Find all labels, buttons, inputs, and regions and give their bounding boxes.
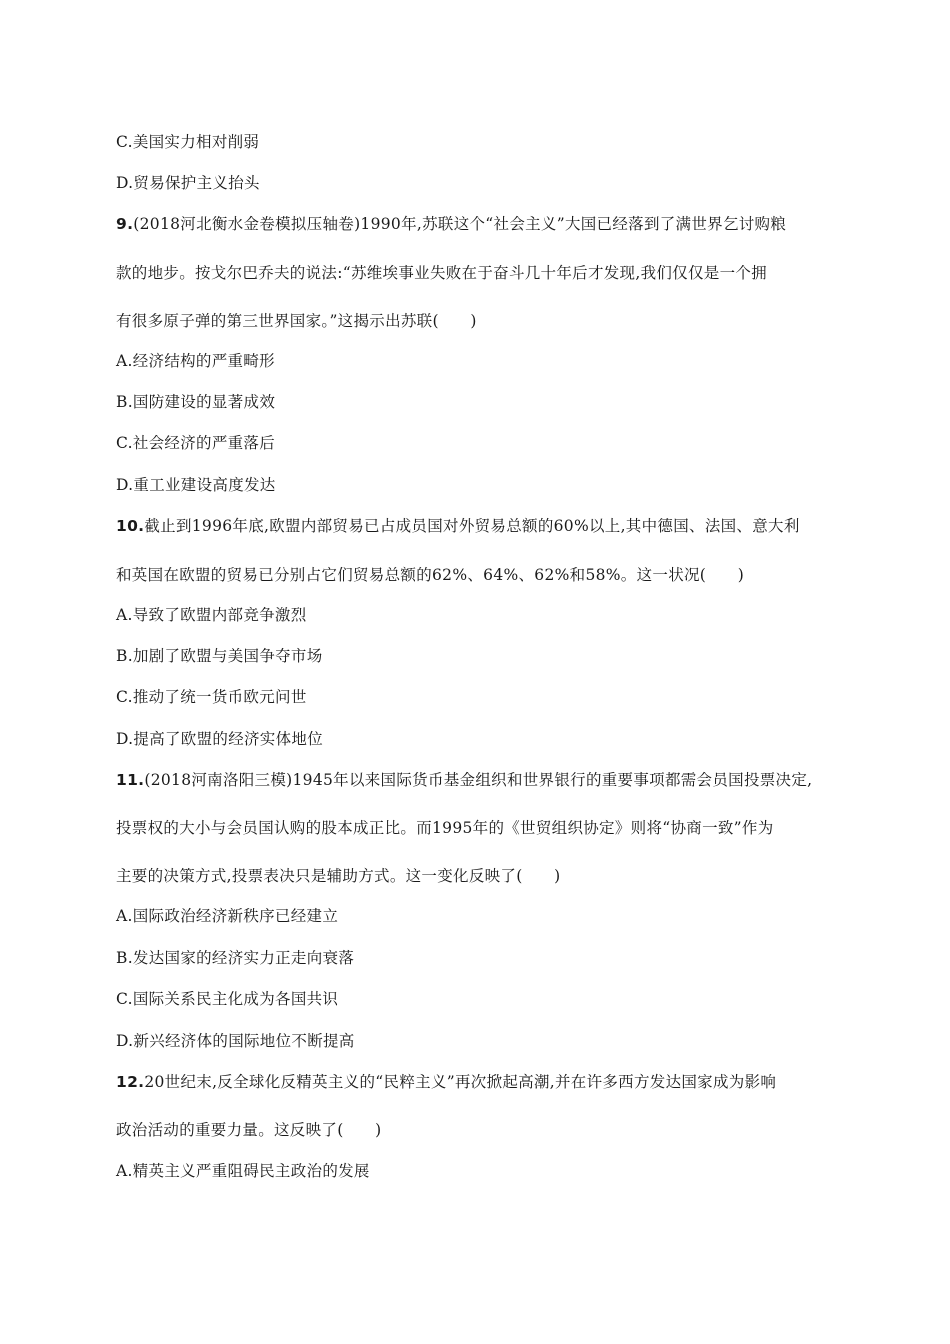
option-c: C.国际关系民主化成为各国共识 [116,990,339,1008]
option-d: D.提高了欧盟的经济实体地位 [116,730,324,748]
question-11-line-3: 主要的决策方式,投票表决只是辅助方式。这一变化反映了( ) [116,867,561,885]
question-number: 9. [116,215,134,233]
option-a: A.国际政治经济新秩序已经建立 [116,907,339,925]
question-9-line-3: 有很多原子弹的第三世界国家。”这揭示出苏联( ) [116,312,477,330]
question-text: (2018河南洛阳三模)1945年以来国际货币基金组织和世界银行的重要事项都需会员国投票决定, [144,771,813,789]
question-12-line-2: 政治活动的重要力量。这反映了( ) [116,1121,382,1139]
option-a: A.导致了欧盟内部竞争激烈 [116,606,307,624]
option-b: B.国防建设的显著成效 [116,393,276,411]
option-d: D.新兴经济体的国际地位不断提高 [116,1032,355,1050]
question-10-line-2: 和英国在欧盟的贸易已分别占它们贸易总额的62%、64%、62%和58%。这一状况( ) [116,566,745,584]
option-c: C.社会经济的严重落后 [116,434,276,452]
option-a: A.精英主义严重阻碍民主政治的发展 [116,1162,370,1180]
question-11-line-1 [116,770,812,790]
question-text: (2018河北衡水金卷模拟压轴卷)1990年,苏联这个“社会主义”大国已经落到了满世界乞讨购粮 [133,215,787,233]
question-10-line-1 [116,516,800,536]
question-12-line-1 [116,1072,776,1092]
question-9-line-1 [116,214,786,234]
option-c: C.推动了统一货币欧元问世 [116,688,307,706]
question-number: 10. [116,517,145,535]
option-b: B.发达国家的经济实力正走向衰落 [116,949,355,967]
question-text: 20世纪末,反全球化反精英主义的“民粹主义”再次掀起高潮,并在许多西方发达国家成为影响 [144,1073,777,1091]
option-c: C.美国实力相对削弱 [116,133,260,151]
option-b: B.加剧了欧盟与美国争夺市场 [116,647,323,665]
question-number: 11. [116,771,145,789]
question-9-line-2: 款的地步。按戈尔巴乔夫的说法:“苏维埃事业失败在于奋斗几十年后才发现,我们仅仅是一个拥 [116,264,767,282]
question-11-line-2: 投票权的大小与会员国认购的股本成正比。而1995年的《世贸组织协定》则将“协商一致”作为 [116,819,774,837]
option-d: D.重工业建设高度发达 [116,476,276,494]
question-number: 12. [116,1073,145,1091]
question-text: 截止到1996年底,欧盟内部贸易已占成员国对外贸易总额的60%以上,其中德国、法国、意大利 [144,517,800,535]
option-d: D.贸易保护主义抬头 [116,174,260,192]
option-a: A.经济结构的严重畸形 [116,352,275,370]
